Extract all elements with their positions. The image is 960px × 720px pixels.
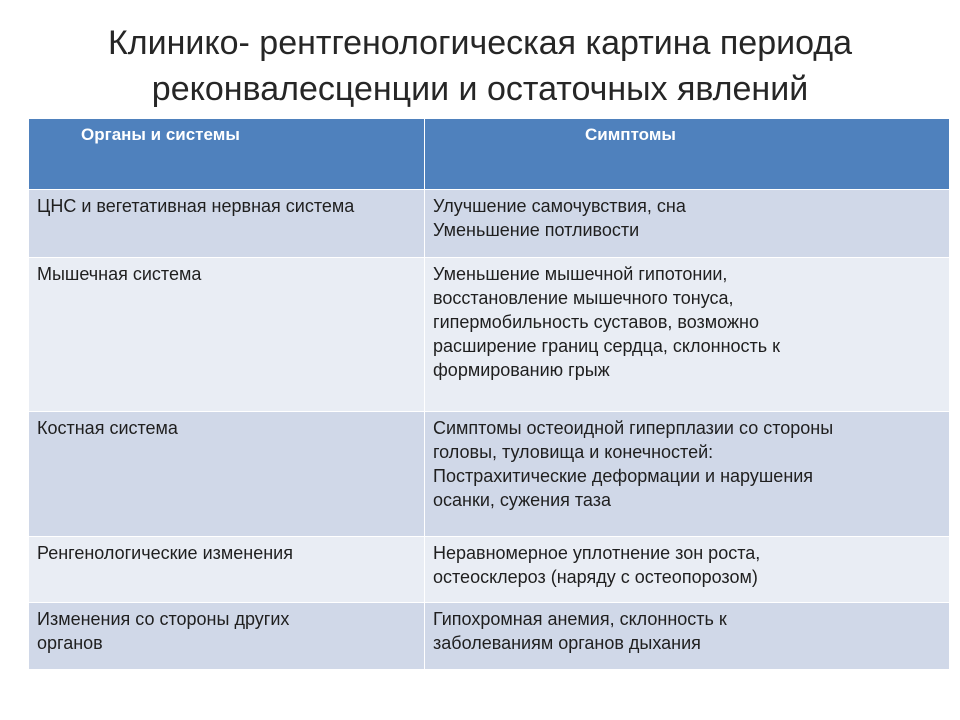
symptoms-cell: Симптомы остеоидной гиперплазии со стороны головы, туловища и конечностей: Пострахитические деформации и нарушения осанки, сужения таза [425,412,950,537]
symptoms-table [28,118,950,670]
table-header-row [29,119,950,190]
table-row [29,412,950,537]
symptoms-cell: Гипохромная анемия, склонность к заболеваниям органов дыхания [425,603,950,670]
symptoms-cell: Уменьшение мышечной гипотонии, восстановление мышечного тонуса, гипермобильность суставов, возможно расширение границ сердца, склонность к формированию грыж [425,258,950,412]
organ-cell: Мышечная система [29,258,425,412]
organ-cell: Изменения со стороны других органов [29,603,425,670]
header-symptoms: Симптомы [425,119,950,190]
organ-cell: Ренгенологические изменения [29,537,425,603]
table-row [29,603,950,670]
slide-title [30,20,930,112]
table-row [29,190,950,258]
slide-title-line-1: Клинико- рентгенологическая картина периода [107,24,853,62]
slide-title-line-2: реконвалесценции и остаточных явлений [151,70,809,108]
organ-cell: ЦНС и вегетативная нервная система [29,190,425,258]
symptoms-cell: Улучшение самочувствия, сна Уменьшение потливости [425,190,950,258]
table-row [29,537,950,603]
symptoms-cell: Неравномерное уплотнение зон роста, остеосклероз (наряду с остеопорозом) [425,537,950,603]
header-organs: Органы и системы [29,119,425,190]
table-row [29,258,950,412]
organ-cell: Костная система [29,412,425,537]
